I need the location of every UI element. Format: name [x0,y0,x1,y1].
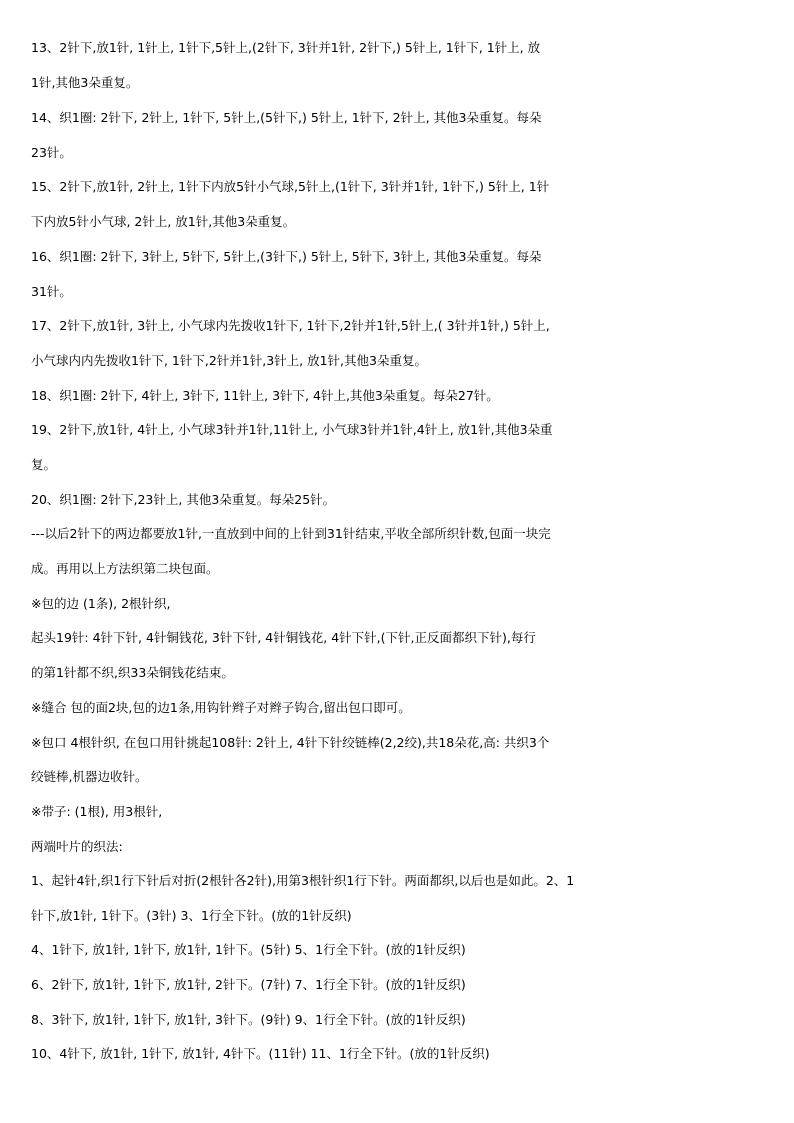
text-line: 1、起针4针,织1行下针后对折(2根针各2针),用第3根针织1行下针。两面都织,以后也是如此。2、1 [31,873,575,888]
text-line: 20、织1圈: 2针下,23针上, 其他3朵重复。每朵25针。 [31,492,336,507]
text-line: 16、织1圈: 2针下, 3针上, 5针下, 5针上,(3针下,) 5针上, 5针下, 3针上, 其他3朵重复。每朵 [31,249,542,264]
text-line: ※带子: (1根), 用3根针, [31,804,163,819]
text-line: 10、4针下, 放1针, 1针下, 放1针, 4针下。(11针) 11、1行全下针。(放的1针反织) [31,1046,490,1061]
text-line: ---以后2针下的两边都要放1针,一直放到中间的上针到31针结束,平收全部所织针数,包面一块完 [31,526,551,541]
text-line: 14、织1圈: 2针下, 2针上, 1针下, 5针上,(5针下,) 5针上, 1针下, 2针上, 其他3朵重复。每朵 [31,110,542,125]
text-line: 17、2针下,放1针, 3针上, 小气球内先拨收1针下, 1针下,2针并1针,5针上,( 3针并1针,) 5针上, [31,318,550,333]
text-line: 1针,其他3朵重复。 [31,75,139,90]
text-line: 下内放5针小气球, 2针上, 放1针,其他3朵重复。 [31,214,296,229]
text-line: 31针。 [31,284,72,299]
text-line: 小气球内内先拨收1针下, 1针下,2针并1针,3针上, 放1针,其他3朵重复。 [31,353,427,368]
text-line: 复。 [31,457,57,472]
text-line: 两端叶片的织法: [31,839,123,854]
text-line: 15、2针下,放1针, 2针上, 1针下内放5针小气球,5针上,(1针下, 3针并1针, 1针下,) 5针上, 1针 [31,179,550,194]
text-line: 6、2针下, 放1针, 1针下, 放1针, 2针下。(7针) 7、1行全下针。(放的1针反织) [31,977,466,992]
text-line: ※缝合 包的面2块,包的边1条,用钩针辫子对辫子钩合,留出包口即可。 [31,700,411,715]
text-line: ※包口 4根针织, 在包口用针挑起108针: 2针上, 4针下针绞链棒(2,2绞),共18朵花,高: 共织3个 [31,735,550,750]
text-line: 的第1针都不织,织33朵铜钱花结束。 [31,665,234,680]
text-line: 起头19针: 4针下针, 4针铜钱花, 3针下针, 4针铜钱花, 4针下针,(下针,正反面都织下针),每行 [31,630,536,645]
text-line: 8、3针下, 放1针, 1针下, 放1针, 3针下。(9针) 9、1行全下针。(放的1针反织) [31,1012,466,1027]
text-line: ※包的边 (1条), 2根针织, [31,596,171,611]
text-line: 13、2针下,放1针, 1针上, 1针下,5针上,(2针下, 3针并1针, 2针下,) 5针上, 1针下, 1针上, 放 [31,40,541,55]
text-line: 23针。 [31,145,72,160]
text-line: 18、织1圈: 2针下, 4针上, 3针下, 11针上, 3针下, 4针上,其他3朵重复。每朵27针。 [31,388,499,403]
text-line: 成。再用以上方法织第二块包面。 [31,561,219,576]
text-line: 针下,放1针, 1针下。(3针) 3、1行全下针。(放的1针反织) [31,908,352,923]
text-line: 4、1针下, 放1针, 1针下, 放1针, 1针下。(5针) 5、1行全下针。(放的1针反织) [31,942,466,957]
text-line: 19、2针下,放1针, 4针上, 小气球3针并1针,11针上, 小气球3针并1针,4针上, 放1针,其他3朵重 [31,422,553,437]
text-line: 绞链棒,机器边收针。 [31,769,148,784]
